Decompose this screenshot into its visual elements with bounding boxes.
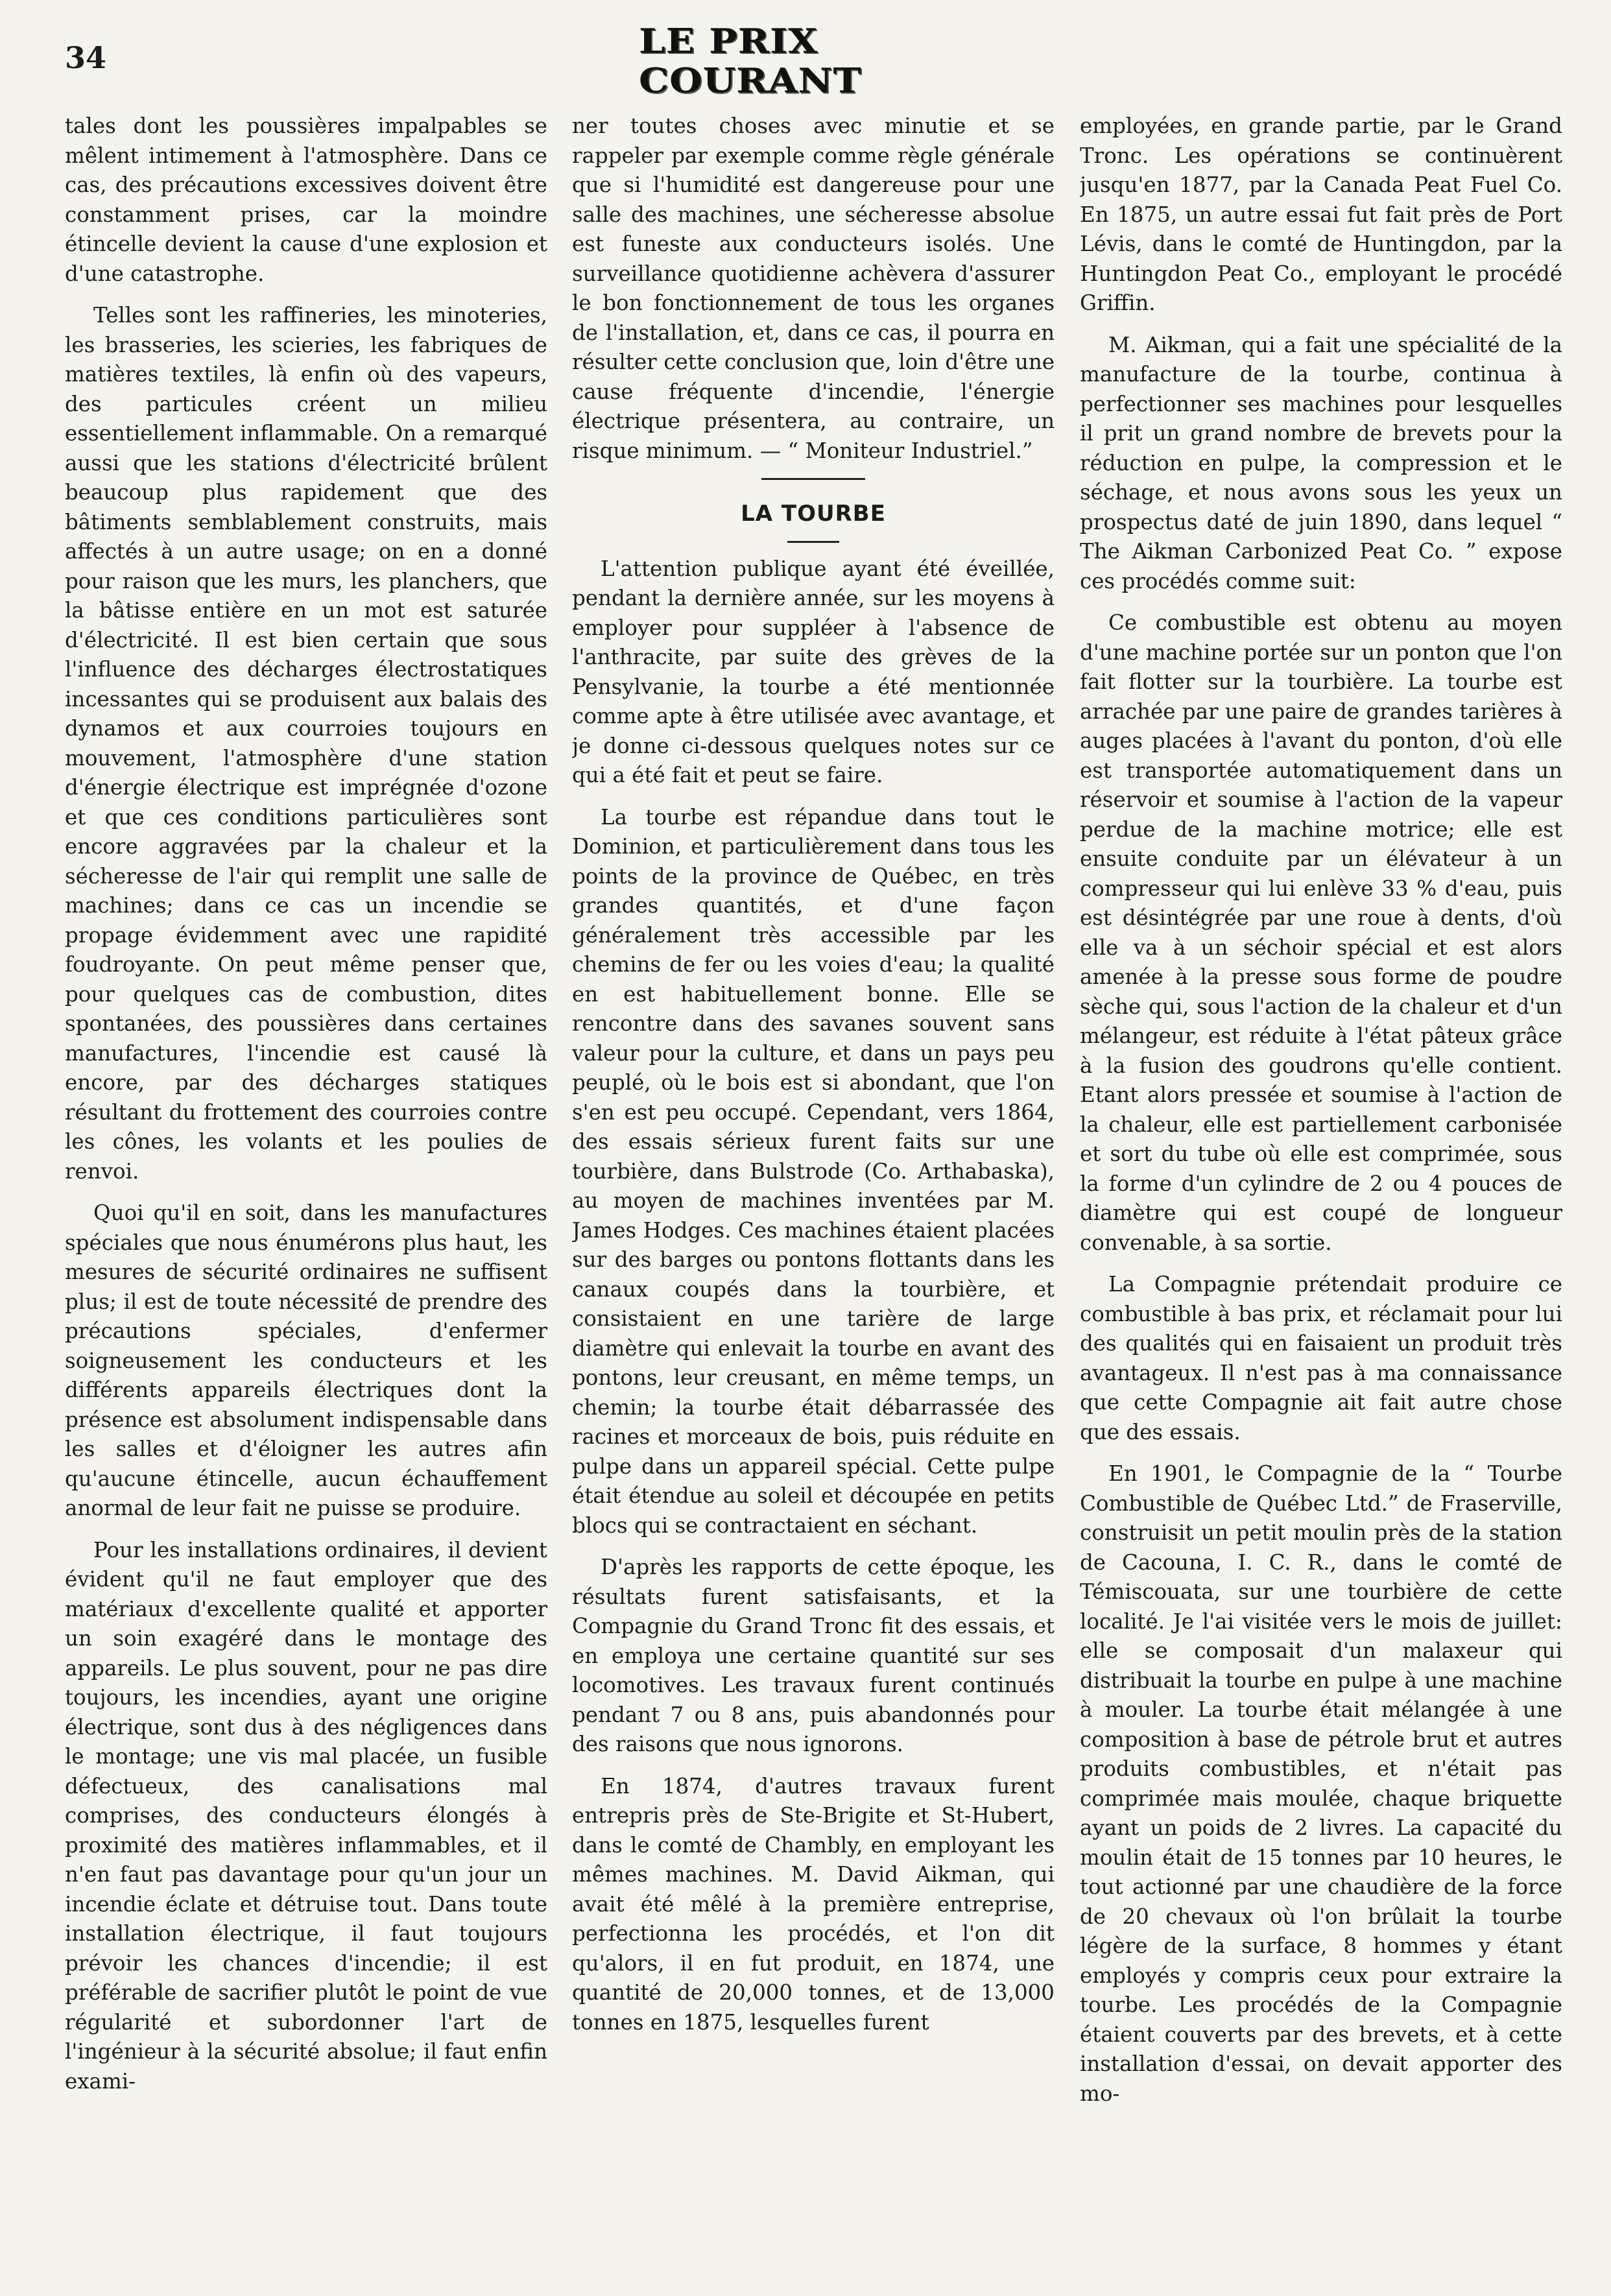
paragraph: Ce combustible est obtenu au moyen d'une machine portée sur un ponton que l'on fait flotter sur la tourbière. La tourbe est arrachée par une paire de grandes tarières à auges placées à l'avant du ponton, d'où elle est transportée automatiquement dans un réservoir et soumise à l'action de la vapeur perdue de la machine motrice; elle est ensuite conduite par un élévateur à un compresseur qui lui enlève 33 % d'eau, puis est désintégrée par une roue à dents, d'où elle va à un séchoir spécial et est alors amenée à la presse sous forme de poudre sèche qui, sous l'action de la chaleur et d'un mélangeur, est réduite à l'état pâteux grâce à la fusion des goudrons qu'elle contient. Etant alors pressée et soumise à l'action de la chaleur, elle est partiellement carbonisée et sort du tube où elle est comprimée, sous la forme d'un cylindre de 2 ou 4 pouces de diamètre qui est coupé de longueur convenable, à sa sortie. [1080,610,1562,1255]
section-title: LA TOURBE [741,501,886,527]
paragraph: ner toutes choses avec minutie et se rappeler par exemple comme règle générale que si l'humidité est dangereuse pour une salle des machines, une sécheresse absolue est funeste aux conducteurs isolés. Une surveillance quotidienne achèvera d'assurer le bon fonctionnement de tous les organes de l'installation, et, dans ce cas, il pourra en résulter cette conclusion que, loin d'être une cause fréquente d'incendie, l'énergie électrique présentera, au contraire, un risque minimum. — “ Moniteur Industriel.” [572,114,1055,463]
column-right [1080,112,1562,2265]
paragraph: La tourbe est répandue dans tout le Dominion, et particulièrement dans tous les points de la province de Québec, en très grandes quantités, et d'une façon généralement très accessible par les chemins de fer ou les voies d'eau; la qualité en est habituellement bonne. Elle se rencontre dans des savanes souvent sans valeur pour la culture, et dans un pays peu peuplé, où le bois est si abondant, que l'on s'en est peu occupé. Cependant, vers 1864, des essais sérieux furent faits sur une tourbière, dans Bulstrode (Co. Arthabaska), au moyen de machines inventées par M. James Hodges. Ces machines étaient placées sur des barges ou pontons flottants dans les canaux coupés dans la tourbière, et consistaient en une tarière de large diamètre qui enlevait la tourbe en avant des pontons, leur creusant, en même temps, un chemin; la tourbe était débarrassée des racines et morceaux de bois, puis réduite en pulpe dans un appareil spécial. Cette pulpe était étendue au soleil et découpée en petits blocs qui se contractaient en séchant. [572,804,1055,1538]
title-underline [787,541,839,543]
section-divider [761,478,865,480]
paragraph: Telles sont les raffineries, les minoteries, les brasseries, les scieries, les fabriques de matières textiles, là enfin où des vapeurs, des particules créent un milieu essentiellement inflammable. On a remarqué aussi que les stations d'électricité brûlent beaucoup plus rapidement que des bâtiments semblablement construits, mais affectés à un autre usage; on en a donné pour raison que les murs, les planchers, que la bâtisse entière en un mot est saturée d'électricité. Il est bien certain que sous l'influence des décharges électrostatiques incessantes qui se produisent aux balais des dynamos et aux courroies toujours en mouvement, l'atmosphère d'une station d'énergie électrique est imprégnée d'ozone et que ces conditions particulières sont encore aggravées par la chaleur et la sécheresse de l'air qui remplit une salle de machines; dans ce cas un incendie se propage évidemment avec une rapidité foudroyante. On peut même penser que, pour quelques cas de combustion, dites spontanées, des poussières dans certaines manufactures, l'incendie est causé là encore, par des décharges statiques résultant du frottement des courroies contre les cônes, les volants et les poulies de renvoi. [65,303,547,1184]
paragraph: Pour les installations ordinaires, il devient évident qu'il ne faut employer que des matériaux d'excellente qualité et apporter un soin exagéré dans le montage des appareils. Le plus souvent, pour ne pas dire toujours, les incendies, ayant une origine électrique, sont dus à des négligences dans le montage; une vis mal placée, un fusible défectueux, des canalisations mal comprises, des conducteurs élongés à proximité des matières inflammables, et il n'en faut pas davantage pour qu'un jour un incendie éclate et détruise tout. Dans toute installation électrique, il faut toujours prévoir les chances d'incendie; il est préférable de sacrifier plutôt le point de vue régularité et subordonner l'art de l'ingénieur à la sécurité absolue; il faut enfin exami- [65,1537,547,2094]
paragraph: En 1874, d'autres travaux furent entrepris près de Ste-Brigite et St-Hubert, dans le comté de Chambly, en employant les mêmes machines. M. David Aikman, qui avait été mêlé à la première entreprise, perfectionna les procédés, et l'on dit qu'alors, il en fut produit, en 1874, une quantité de 20,000 tonnes, et de 13,000 tonnes en 1875, lesquelles furent [572,1773,1055,2035]
paragraph: M. Aikman, qui a fait une spécialité de la manufacture de la tourbe, continua à perfectionner ses machines pour lesquelles il prit un grand nombre de brevets pour la réduction en pulpe, la compression et le séchage, et nous avons sous les yeux un prospectus daté de juin 1890, dans lequel “ The Aikman Carbonized Peat Co. ” expose ces procédés comme suit: [1080,332,1562,593]
page-number: 34 [65,40,107,75]
paragraph: La Compagnie prétendait produire ce combustible à bas prix, et réclamait pour lui des qualités qui en faisaient un produit très avantageux. Il n'est pas à ma connaissance que cette Compagnie ait fait autre chose que des essais. [1080,1272,1562,1444]
paragraph: En 1901, le Compagnie de la “ Tourbe Combustible de Québec Ltd.” de Fraserville, construisit un petit moulin près de la station de Cacouna, I. C. R., dans le comté de Témiscouata, sur une tourbière de cette localité. Je l'ai visitée vers le mois de juillet: elle se composait d'un malaxeur qui distribuait la tourbe en pulpe à une machine à mouler. La tourbe était mélangée à une composition à base de pétrole brut et autres produits combustibles, et n'était pas comprimée mais moulée, chaque briquette ayant un poids de 2 livres. La capacité du moulin était de 15 tonnes par 10 heures, le tout actionné par une chaudière de la force de 20 chevaux où l'on brûlait la tourbe légère de la surface, 8 hommes y étant employés y compris ceux pour extraire la tourbe. Les procédés de la Compagnie étaient couverts par des brevets, et à cette installation d'essai, on devait apporter des mo- [1080,1461,1562,2106]
paragraph: Quoi qu'il en soit, dans les manufactures spéciales que nous énumérons plus haut, les mesures de sécurité ordinaires ne suffisent plus; il est de toute nécessité de prendre des précautions spéciales, d'enfermer soigneusement les conducteurs et les différents appareils électriques dont la présence est absolument indispensable dans les salles et d'éloigner les autres afin qu'aucune étincelle, aucun échauffement anormal de leur fait ne puisse se produire. [65,1201,547,1520]
column-left [65,112,547,2265]
paragraph: L'attention publique ayant été éveillée, pendant la dernière année, sur les moyens à employer pour suppléer à l'absence de l'anthracite, par suite des grèves de la Pensylvanie, la tourbe a été mentionnée comme apte à être utilisée avec avantage, et je donne ci-dessous quelques notes sur ce qui a été fait et peut se faire. [572,556,1055,787]
paragraph: D'après les rapports de cette époque, les résultats furent satisfaisants, et la Compagnie du Grand Tronc fit des essais, et en employa une certaine quantité sur ses locomotives. Les travaux furent continués pendant 7 ou 8 ans, puis abandonnés pour des raisons que nous ignorons. [572,1555,1055,1756]
column-middle [572,112,1055,2265]
masthead-title: LE PRIX COURANT [639,21,862,101]
paragraph: tales dont les poussières impalpables se mêlent intimement à l'atmosphère. Dans ce cas, des précautions excessives doivent être constamment prises, car la moindre étincelle devient la cause d'une explosion et d'une catastrophe. [65,114,547,286]
masthead [639,21,963,101]
paragraph: employées, en grande partie, par le Grand Tronc. Les opérations se continuèrent jusqu'en 1877, par la Canada Peat Fuel Co. En 1875, un autre essai fut fait près de Port Lévis, dans le comté de Huntingdon, par la Huntingdon Peat Co., employant le procédé Griffin. [1080,114,1562,315]
